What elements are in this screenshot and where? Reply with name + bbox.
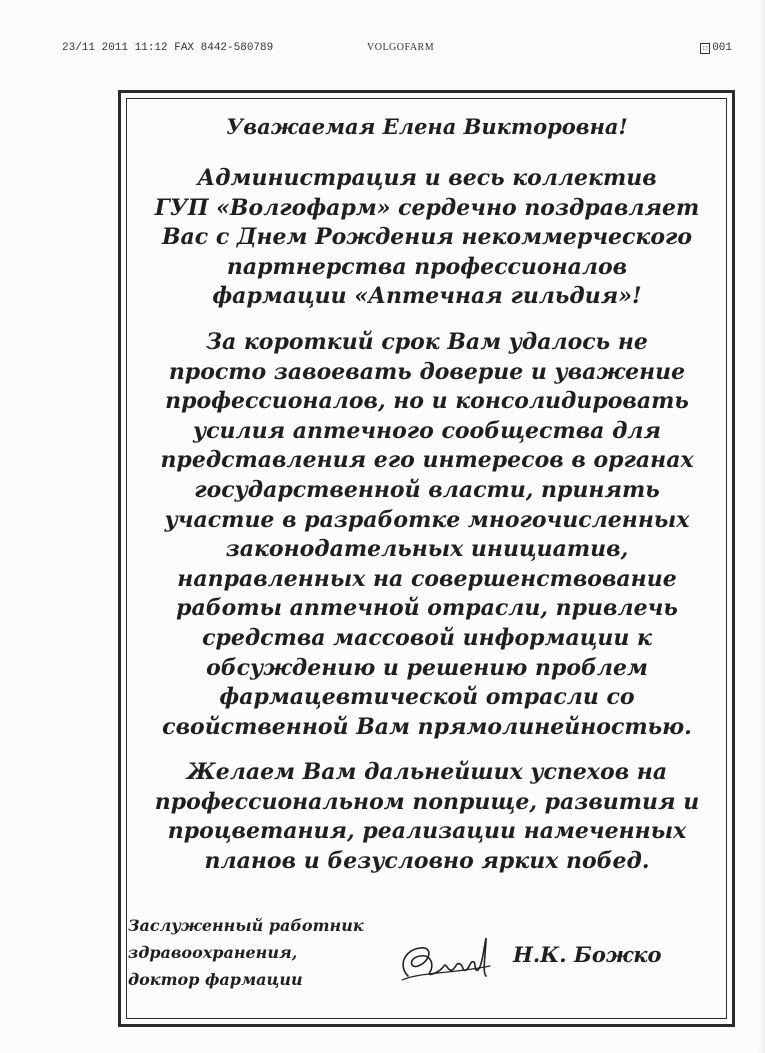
text-line: профессионалов, но и консолидировать (165, 388, 689, 415)
text-line: обсуждению и решению проблем (206, 654, 648, 681)
text-line: законодательных инициатив, (225, 536, 629, 563)
text-line: фармацевтической отрасли со (219, 684, 635, 711)
letter-paragraph-2 (126, 328, 728, 742)
text-line: представления его интересов в органах (160, 447, 694, 474)
text-line: За короткий срок Вам удалось не (206, 328, 648, 355)
fax-page-number (700, 42, 732, 54)
text-line: просто завоевать доверие и уважение (168, 358, 686, 385)
text-line: работы аптечной отрасли, привлечь (176, 595, 678, 622)
signatory-name: Н.К. Божко (513, 942, 662, 967)
text-line: средства массовой информации к (202, 624, 652, 651)
fax-sender: VOLGOFARM (367, 42, 435, 53)
text-line: профессиональном поприще, развития и (154, 788, 700, 815)
text-line: Вас с Днем Рождения некоммерческого (161, 224, 693, 251)
letter-greeting: Уважаемая Елена Викторовна! (226, 114, 628, 139)
text-line: усилия аптечного сообщества для (192, 417, 661, 444)
text-line: ГУП «Волгофарм» сердечно поздравляет (154, 194, 700, 221)
text-line: партнерства профессионалов (226, 253, 628, 280)
signature-block (128, 912, 718, 992)
handwritten-signature-icon (390, 932, 500, 992)
fax-timestamp-line: 23/11 2011 11:12 FAX 8442-580789 (62, 42, 274, 54)
signatory-title (128, 912, 364, 993)
text-line: Администрация и весь коллектив (197, 165, 657, 191)
signatory-title-line: здравоохранения, (128, 943, 298, 962)
letter-paragraph-3 (126, 758, 728, 876)
fax-header (62, 42, 732, 58)
fax-page-label: 001 (712, 42, 732, 54)
signatory-title-line: Заслуженный работник (128, 916, 364, 935)
text-line: Желаем Вам дальнейших успехов на (186, 759, 668, 786)
text-line: процветания, реализации намеченных (167, 818, 687, 845)
page-box-icon: ☐ (700, 43, 710, 54)
text-line: свойственной Вам прямолинейностью. (162, 713, 692, 740)
text-line: планов и безусловно ярких побед. (204, 848, 650, 875)
text-line: участие в разработке многочисленных (164, 506, 690, 533)
letter-paragraph-1 (126, 164, 728, 312)
text-line: направленных на совершенствование (177, 565, 677, 592)
letter-body (126, 112, 728, 893)
text-line: государственной власти, принять (194, 476, 660, 503)
scan-edge-shadow (759, 0, 765, 1053)
signatory-title-line: доктор фармации (128, 970, 303, 989)
text-line: фармации «Аптечная гильдия»! (212, 283, 642, 310)
